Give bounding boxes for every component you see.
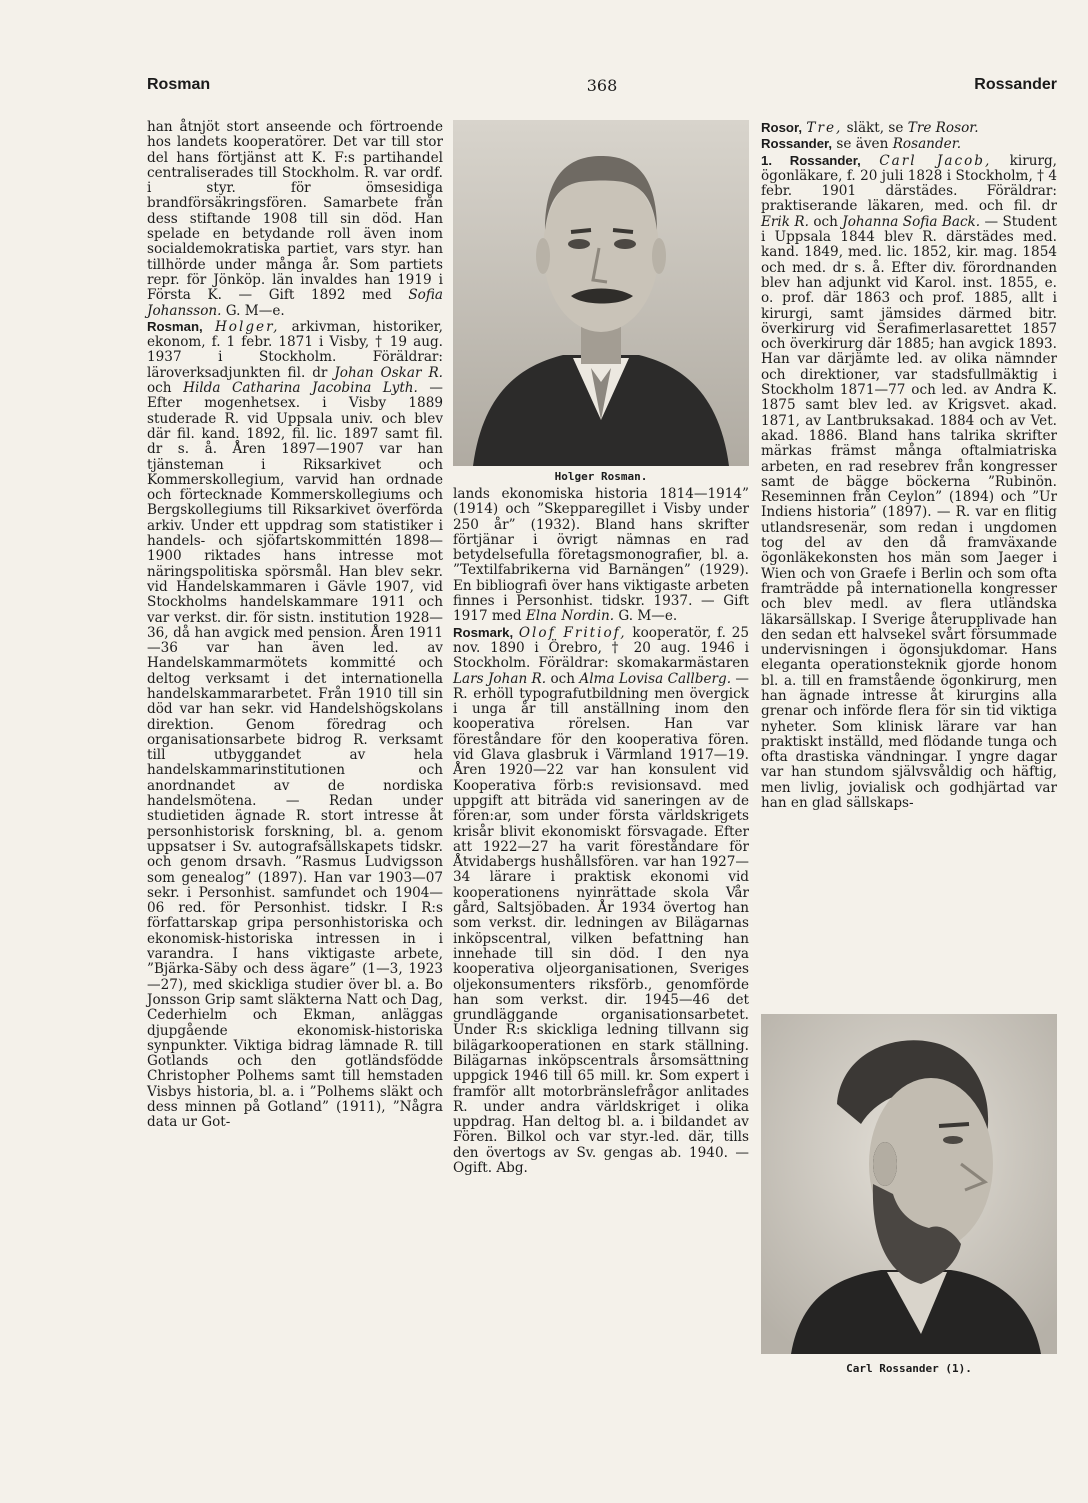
entry-holger-rosman: Rosman, Holger, arkivman, historiker, ekonom, f. 1 febr. 1871 i Visby, † 19 aug. 1937 i Stockholm. Föräldrar: läroverksadjunkten fil. dr Johan Oskar R. och Hilda Catharina Jacobina Lyth. — Efter mogenhetsex. i Visby 1889 studerade R. vid Uppsala univ. och blev där fil. kand. 1892, fil. lic. 1897 samt fil. dr s. å. Åren 1897—1907 var han tjänsteman i Riksarkivet och Kommerskollegium, varvid han ordnade och förtecknade Kommerskollegiums och Bergskollegiums till Riksarkivet överförda arkiv. Under ett uppdrag som statistiker i handels- och sjöfartskommittén 1898—1900 riktades hans intresse mot näringspolitiska spörsmål. Han blev sekr. vid Handelskammaren i Gävle 1907, vid Stockholms handelskammare 1911 och var verkst. dir. för sistn. institution 1928—36, då han avgick med pension. Åren 1911—36 var han även led. av Handelskammarmötets kommitté och deltog verksamt i det internationella handelskammararbetet. Från 1910 till sin död var han sekr. vid Handelshögskolans direktion. Genom föredrag och organisationsarbete bidrog R. verksamt till utbyggandet av hela handelskammarinstitutionen och anordnandet av de nordiska handelsmötena. — Redan under studietiden ägnade R. stort intresse åt personhistorisk forskning, bl. a. genom uppsatser i Sv. autografsällskapets tidskr. och genom drsavh. ”Rasmus Ludvigsson som genealog” (1897). Han var 1903—07 sekr. i Personhist. samfundet och 1904—06 red. för Personhist. tidskr. I R:s författarskap gripa personhistoriska och ekonomisk-historiska intressen in i varandra. I hans viktigaste arbete, ”Bjärka-Säby och dess ägare” (1—3, 1923—27), med skickliga studier över bl. a. Bo Jonsson Grip samt släkterna Natt och Dag, Cederhielm och Ekman, anläggas djupgående ekonomisk-historiska synpunkter. Viktiga bidrag lämnade R. till Gotlands och den gotländsfödde Christopher Polhems samt till hemstaden Visbys historia, bl. a. i ”Polhems släkt och dess minnen på Gotland” (1911), ”Några data ur Got- — [147, 318, 444, 1131]
text-column-1 — [147, 120, 443, 1131]
paragraph-continuation: lands ekonomiska historia 1814—1914” (1914) och ”Skepparegillet i Visby under 250 år” (1932). Bland hans skrifter förtjänar i övrigt nämnas en rad betydelsefulla företagsmonografier, bl. a. ”Textilfabrikerna vid Barnängen” (1929). En bibliografi över hans viktigaste arbeten finnes i Personhist. tidskr. 1937. — Gift 1917 med Elna Nordin. G. M—e. — [453, 486, 749, 625]
entry-headword: Rosmark, — [453, 624, 514, 640]
page-number: 368 — [586, 76, 618, 95]
photo-caption-holger: Holger Rosman. — [554, 470, 648, 483]
portrait-carl-rossander — [761, 1014, 1057, 1354]
paragraph-continuation: han åtnjöt stort anseende och förtroende hos landets kooperatörer. Det var till stor del hans förtjänst att K. F:s partihandel centraliserades till Stockholm. R. var ordf. i styr. för ömsesidiga brandförsäkringsfören. Samarbete från dess stiftande 1908 till sin död. Han spelade en betydande roll även inom socialdemokratiska partiet, vars styr. han tillhörde under många år. Som partiets repr. för Jönköp. län invaldes han 1919 i Första K. — Gift 1892 med Sofia Johansson. G. M—e. — [147, 119, 443, 319]
text-column-2 — [453, 487, 749, 1176]
entry-headword: Rosor, — [761, 120, 803, 135]
entry-headword: 1. Rossander, — [761, 152, 861, 168]
entry-carl-rossander: 1. Rossander, Carl Jacob, kirurg, ögonläkare, f. 20 juli 1828 i Stockholm, † 4 febr. 1901 därstädes. Föräldrar: praktiserande läkaren, med. och fil. dr Erik R. och Johanna Sofia Back. — Student i Uppsala 1844 blev R. därstädes med. kand. 1849, med. lic. 1852, kir. mag. 1854 och med. dr s. å. Efter div. förordnanden blev han adjunkt vid Karol. inst. 1855, e. o. prof. där 1863 och prof. 1885, allt i kirurgi, samt jämsides därmed bitr. överkirurg vid Serafimerlasarettet 1857 och överkirurg där 1885; han avgick 1893. Han var därjämte led. av olika nämnder och direktioner, var stadsfullmäktig i Stockholm 1871—77 och led. av Andra K. 1875 samt blev led. av Krigsvet. akad. 1871, av Lantbruksakad. 1884 och av Vet. akad. 1886. Bland hans talrika skrifter märkas främst många oftalmiatriska arbeten, en rad resebrev från kongresser samt de bägge böckerna ”Rubinön. Reseminnen från Ceylon” (1894) och ”Ur Indiens historia” (1897). — R. var en flitig utlandsresenär, som redan i ungdomen tog del av den då framväxande ögonläkekonsten hos män som Jaeger i Wien och von Graefe i Berlin och som ofta framträdde på internationella kongresser och blev medl. av flera utländska läkarsällskap. I Sverige återupplivade han den sedan ett halvsekel svårt försummade undervisningen i ögonsjukdomar. Hans eleganta operationsteknik gjorde honom bl. a. till en framstående ögonkirurg, men han ägnade intresse åt kirurgins alla grenar och införde flera för sin tid viktiga nyheter. Som klinisk lärare var han praktiskt inställd, med flödande tunga och ofta drastiska vändningar. I yngre dagar var han stundom självsvåldig och häftig, men livlig, jovialisk och godhjärtad var han en glad sällskaps- — [761, 152, 1058, 812]
photo-caption-carl: Carl Rossander (1). — [846, 1362, 972, 1375]
text-column-3 — [761, 120, 1057, 811]
entry-rosor: Rosor, Tre, släkt, se Tre Rosor. — [761, 120, 979, 136]
portrait-image — [453, 120, 749, 466]
page-header — [147, 76, 1057, 100]
entry-headword: Rossander, — [761, 136, 833, 152]
portrait-image — [761, 1014, 1057, 1354]
entry-headword: Rosman, — [147, 318, 203, 334]
running-head-left: Rosman — [147, 76, 211, 93]
entry-olof-rosmark: Rosmark, Olof Fritiof, kooperatör, f. 25 nov. 1890 i Örebro, † 20 aug. 1946 i Stockholm. Föräldrar: skomakarmästaren Lars Johan R. och Alma Lovisa Callberg. — R. erhöll typografutbildning men övergick i unga år till anställning inom den kooperativa rörelsen. Han var föreståndare för den kooperativa fören. vid Glava glasbruk i Värmland 1917—19. Åren 1920—22 var han konsulent vid Kooperativa förb:s revisionsavd. med uppgift att biträda vid saneringen av de fören:ar, som under första världskrigets krisår blivit ekonomiskt försvagade. Efter att 1922—27 ha varit föreståndare för Åtvidabergs hushållsfören. var han 1927—34 lärare i praktisk ekonomi vid kooperationens nyinrättade skola Vår gård, Saltsjöbaden. År 1934 övertog han som verkst. dir. ledningen av Bilägarnas inköpscentral, vilken befattning han innehade till sin död. I den nya kooperativa oljeorganisationen, Sveriges oljekonsumenters riksförb., genomförde han som verkst. dir. 1945—46 det grundläggande organisationsarbetet. Under R:s skickliga ledning tillvann sig bilägarkooperationen en stark ställning. Bilägarnas inköpscentrals årsomsättning uppgick 1946 till 65 mill. kr. Som expert i framför allt motorbränslefrågor anlitades R. under andra världskriget i olika uppdrag. Han deltog bl. a. i bildandet av Fören. Bilkol och var styr.-led. där, tills den övertogs av Sv. gengas ab. 1940. — Ogift. Abg. — [453, 624, 749, 1177]
entry-rossander-ref: Rossander, se även Rosander. — [761, 136, 962, 153]
portrait-holger-rosman — [453, 120, 749, 466]
running-head-right: Rossander — [974, 76, 1057, 93]
